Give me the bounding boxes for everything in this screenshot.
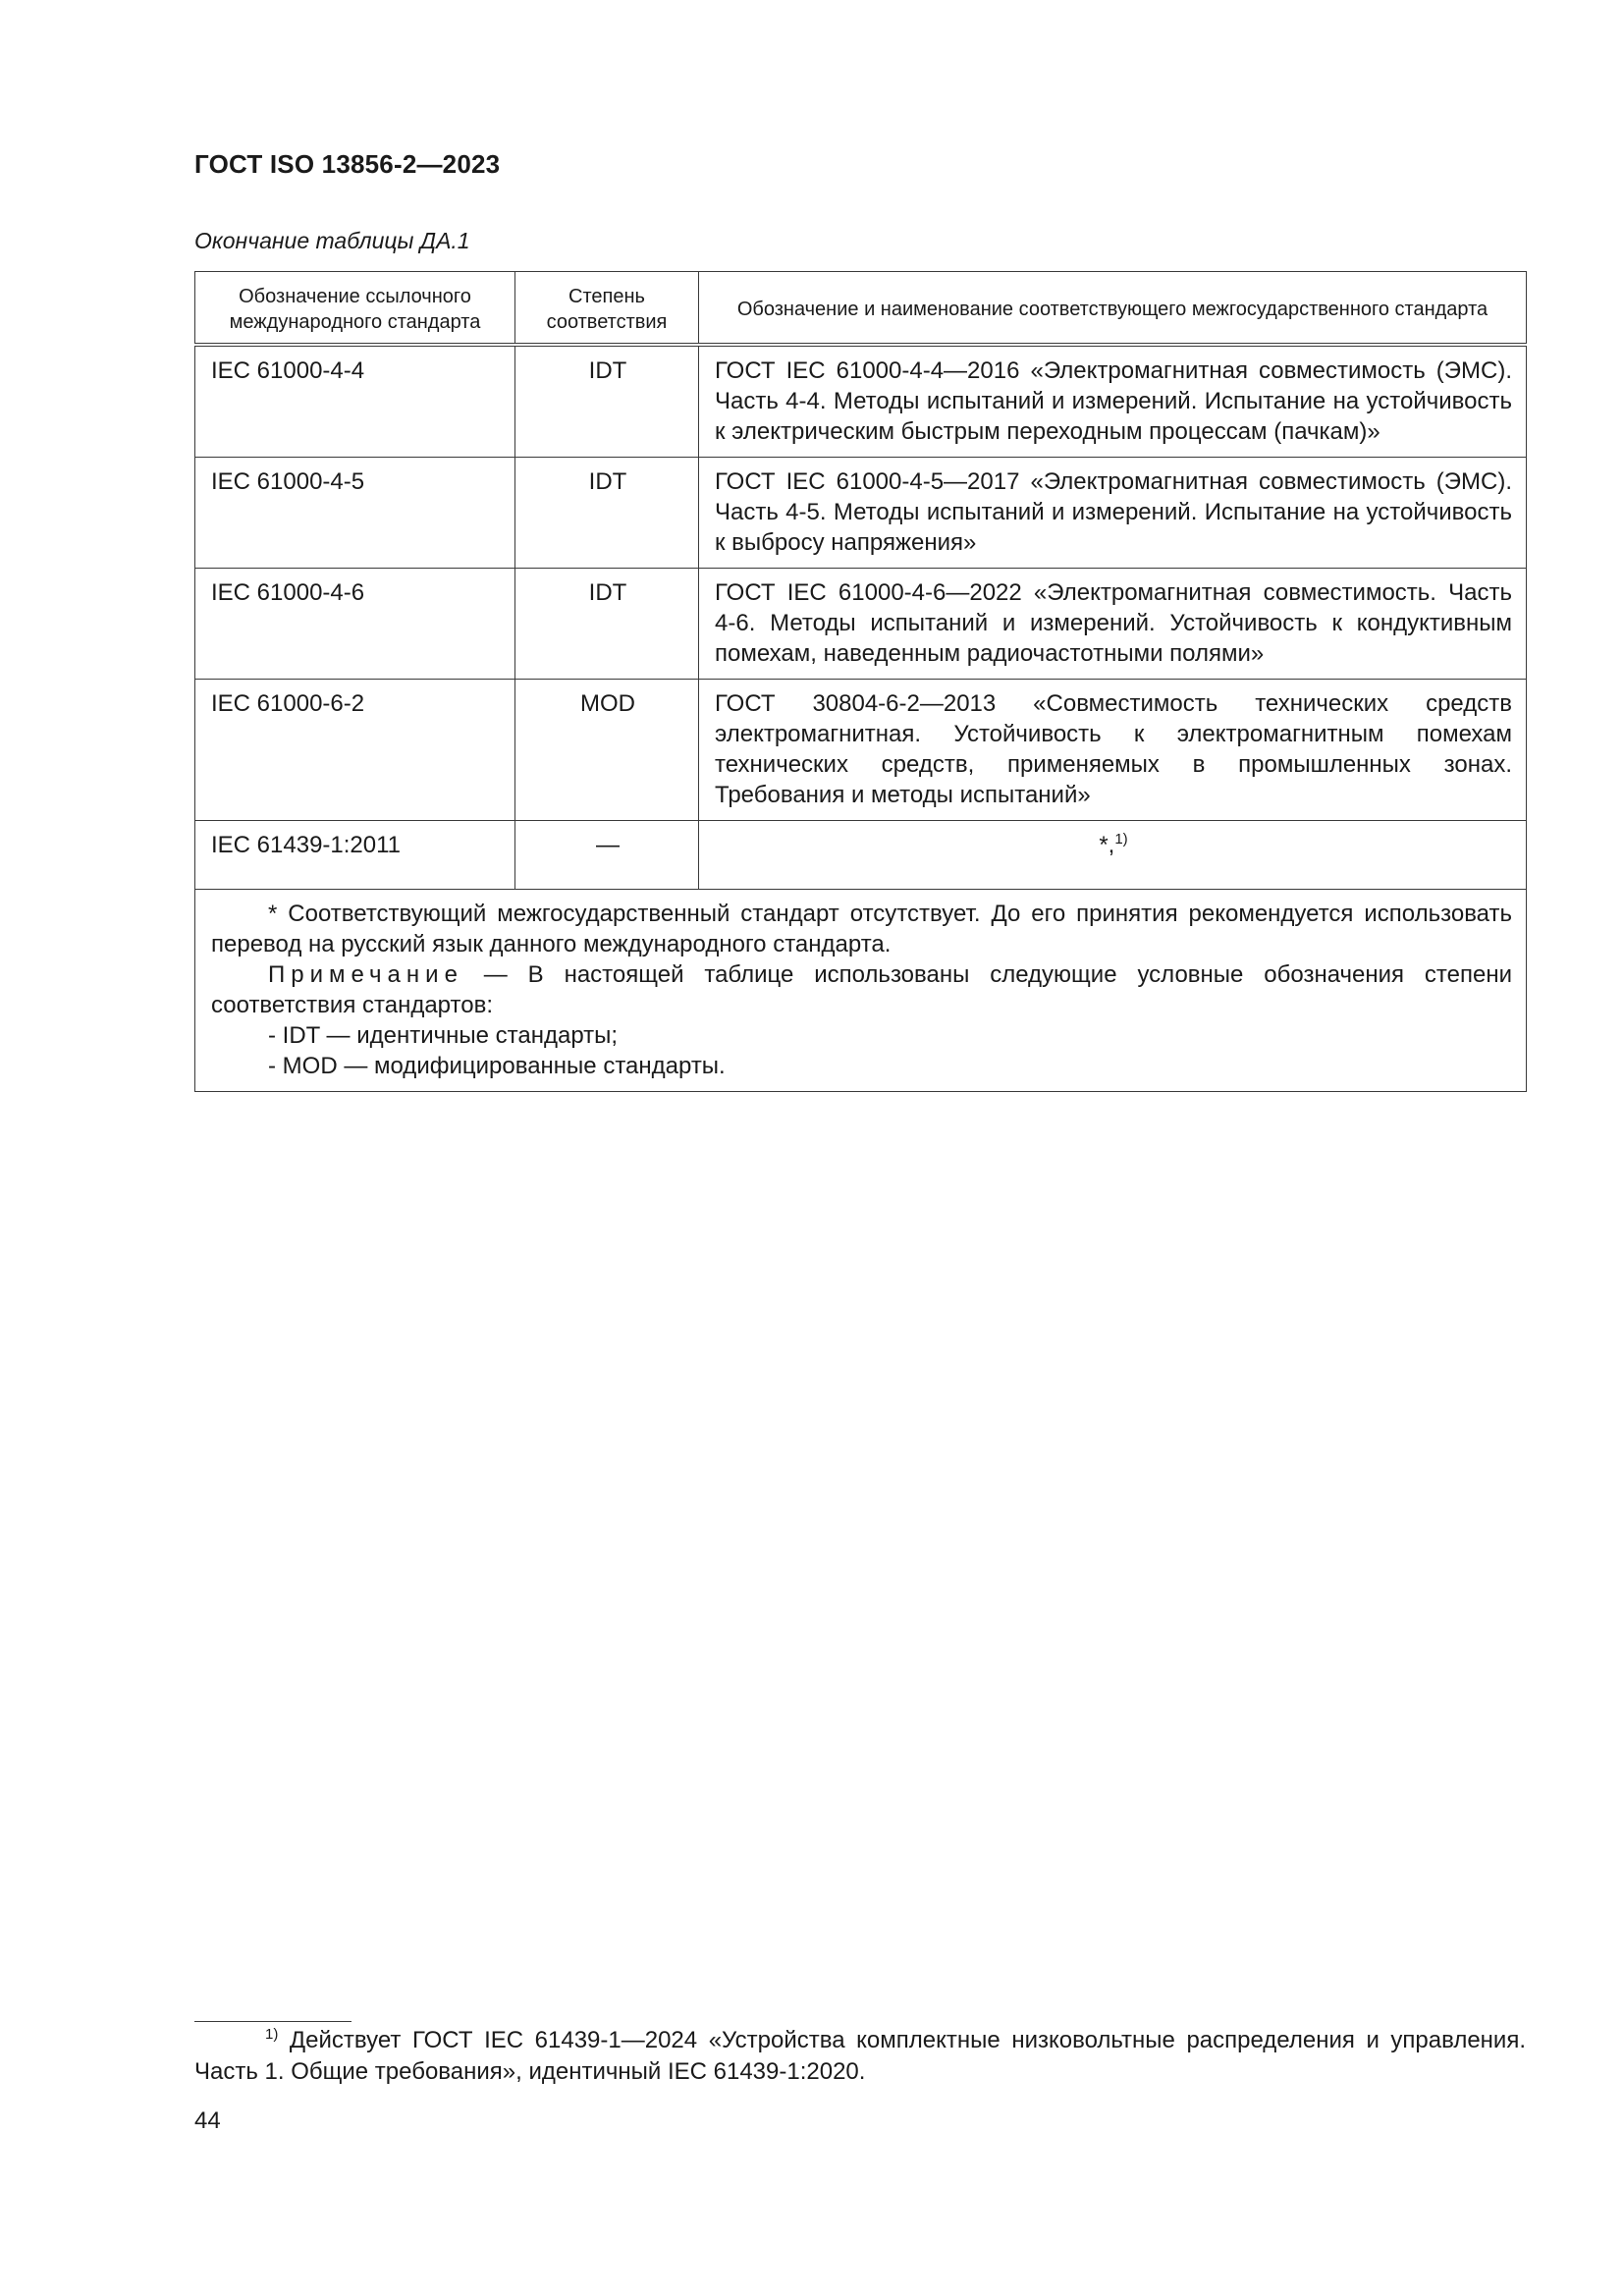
note-text: — В настоящей таблице использованы следующие условные обозначения степени соответствия стандартов: [211,961,1512,1018]
standard-cell: ГОСТ IEC 61000-4-4—2016 «Электромагнитная совместимость (ЭМС). Часть 4-4. Методы испытаний и измерений. Испытание на устойчивость к электрическим быстрым переходным процессам (пачкам)» [699,345,1527,458]
table-header-row [195,272,1527,346]
footnote-reference: 1) [1114,831,1128,847]
ref-cell: IEC 61000-4-5 [195,458,515,569]
degree-cell: IDT [515,458,699,569]
table-row [195,458,1527,569]
table-row [195,569,1527,680]
ref-cell: IEC 61000-6-2 [195,680,515,821]
table-row [195,680,1527,821]
note-item-mod: - MOD — модифицированные стандарты. [268,1053,726,1079]
page-number: 44 [194,2107,221,2134]
standard-cell: ГОСТ 30804-6-2—2013 «Совместимость технических средств электромагнитная. Устойчивость к электромагнитным помехам технических средств, применяемых в промышленных зонах. Требования и методы испытаний» [699,680,1527,821]
notes-row [195,890,1527,1092]
degree-cell: — [515,821,699,890]
standard-cell: ГОСТ IEC 61000-4-6—2022 «Электромагнитная совместимость. Часть 4-6. Методы испытаний и измерений. Устойчивость к кондуктивным помехам, наведенным радиочастотными полями» [699,569,1527,680]
table-row [195,821,1527,890]
footnote-divider [194,2021,352,2022]
standard-cell [699,821,1527,890]
table-caption: Окончание таблицы ДА.1 [194,228,470,253]
standard-absent-mark: *, [1099,832,1115,858]
degree-cell: MOD [515,680,699,821]
degree-cell: IDT [515,345,699,458]
footnote [194,2025,1526,2088]
column-header-standard: Обозначение и наименование соответствующего межгосударственного стандарта [699,272,1527,346]
ref-cell: IEC 61439-1:2011 [195,821,515,890]
standard-cell: ГОСТ IEC 61000-4-5—2017 «Электромагнитная совместимость (ЭМС). Часть 4-5. Методы испытаний и измерений. Испытание на устойчивость к выбросу напряжения» [699,458,1527,569]
ref-cell: IEC 61000-4-4 [195,345,515,458]
asterisk-note: * Соответствующий межгосударственный стандарт отсутствует. До его принятия рекомендуется использовать перевод на русский язык данного международного стандарта. [211,901,1512,957]
footnote-text: Действует ГОСТ IEC 61439-1—2024 «Устройства комплектные низковольтные распределения и управления. Часть 1. Общие требования», идентичный IEC 61439-1:2020. [194,2027,1526,2085]
column-header-degree: Степень соответствия [515,272,699,346]
note-item-idt: - IDT — идентичные стандарты; [268,1022,619,1049]
ref-cell: IEC 61000-4-6 [195,569,515,680]
note-paragraph [211,959,1512,1020]
notes-cell [195,890,1527,1092]
table-row [195,345,1527,458]
footnote-marker: 1) [265,2026,279,2043]
note-label: Примечание [268,961,463,988]
column-header-ref: Обозначение ссылочного международного стандарта [195,272,515,346]
standards-table [194,271,1527,1092]
document-title: ГОСТ ISO 13856-2—2023 [194,149,501,179]
degree-cell: IDT [515,569,699,680]
